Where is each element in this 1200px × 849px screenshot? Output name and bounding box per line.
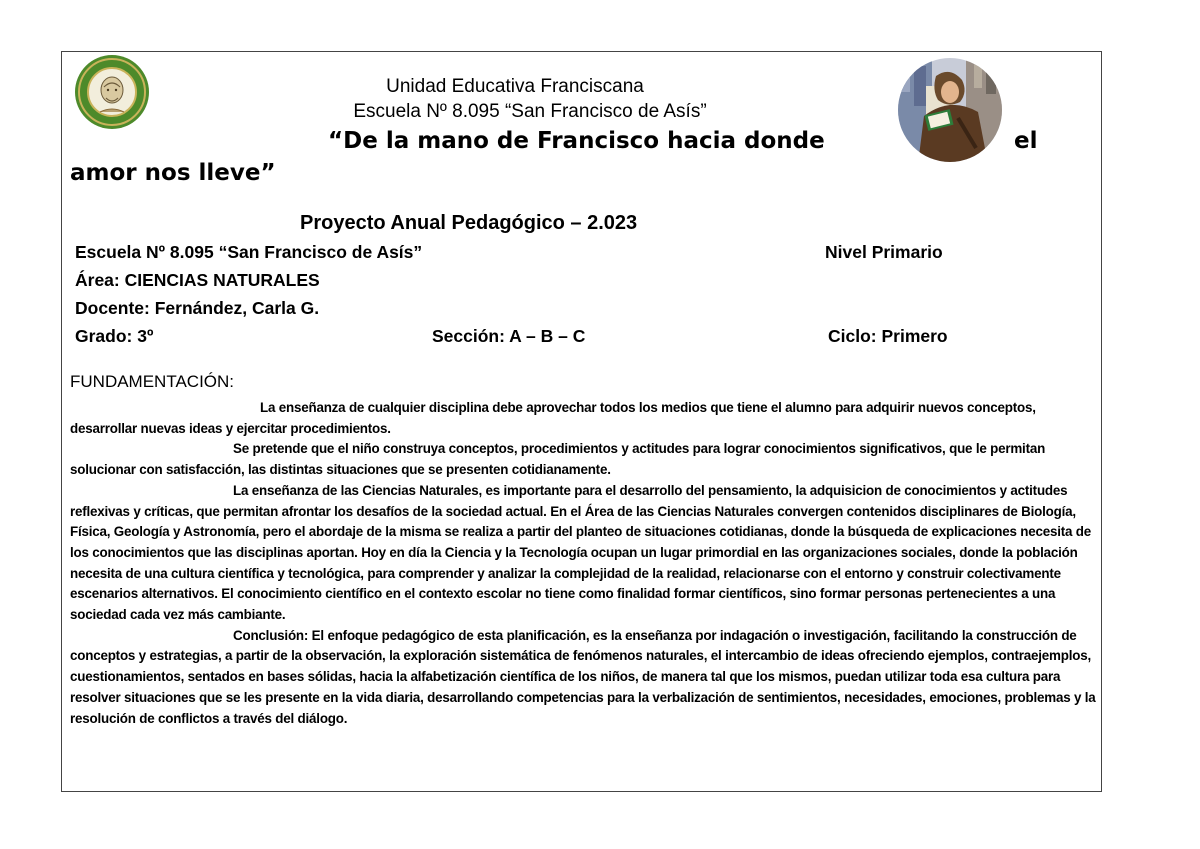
motto-line-2: amor nos lleve” xyxy=(70,160,276,186)
fundamentacion-paragraph-2: Se pretende que el niño construya conceptos, procedimientos y actitudes para lograr conocimientos significativos, que le permitan solucionar con satisfacción, las distintas situaciones que se presenten cotidianamente. xyxy=(70,441,1046,478)
project-level: Nivel Primario xyxy=(825,242,943,262)
project-teacher: Docente: Fernández, Carla G. xyxy=(75,298,320,318)
project-school: Escuela Nº 8.095 “San Francisco de Asís” xyxy=(75,242,423,262)
fundamentacion-paragraph-1: La enseñanza de cualquier disciplina debe aprovechar todos los medios que tiene el alumno para adquirir nuevos conceptos, desarrollar nuevas ideas y ejercitar procedimientos. xyxy=(70,400,1036,436)
motto-line-1: “De la mano de Francisco hacia donde xyxy=(328,128,825,154)
fundamentacion-paragraph-3: La enseñanza de las Ciencias Naturales, es importante para el desarrollo del pensamiento, la adquisicion de conocimientos y actitudes reflexivas y críticas, que permitan afrontar los desafíos de la sociedad actual. En el Área de las Ciencias Naturales convergen contenidos disciplinares de Biología, Física, Geología y Astronomía, pero el abordaje de la misma se realiza a partir del planteo de situaciones cotidianas, donde la búsqueda de explicaciones necesita de los conocimientos que las disciplinas aportan. Hoy en día la Ciencia y la Tecnología ocupan un lugar primordial en las organizaciones sociales, donde la población necesita de una cultura científica y tecnológica, para comprender y analizar la complejidad de la realidad, relacionarse con el entorno y construir colectivamente escenarios alternativos. El conocimiento científico en el contexto escolar no tiene como finalidad formar científicos, sino formar personas pertenecientes a una sociedad cada vez más cambiante. xyxy=(70,482,1091,623)
motto-line-1-end: el xyxy=(1014,128,1038,154)
project-grade: Grado: 3º xyxy=(75,326,154,346)
school-name: Unidad Educativa Franciscana xyxy=(386,76,644,97)
fundamentacion-body xyxy=(70,398,1100,729)
project-cycle: Ciclo: Primero xyxy=(828,326,948,346)
project-area: Área: CIENCIAS NATURALES xyxy=(75,270,320,290)
project-title: Proyecto Anual Pedagógico – 2.023 xyxy=(300,212,638,234)
project-section: Sección: A – B – C xyxy=(432,326,586,346)
fundamentacion-paragraph-4: Conclusión: El enfoque pedagógico de esta planificación, es la enseñanza por indagación o investigación, facilitando la construcción de conceptos y estrategias, a partir de la observación, la exploración sistemática de fenómenos naturales, el intercambio de ideas ofreciendo ejemplos, contraejemplos, cuestionamientos, sentados en bases sólidas, hacia la alfabetización científica de los niños, de manera tal que los mismos, puedan utilizar toda esa cultura para resolver situaciones que se les presente en la vida diaria, desarrollando competencias para la verbalización de sentimientos, necesidades, emociones, problemas y la resolución de conflictos a través del diálogo. xyxy=(70,627,1096,726)
school-subtitle: Escuela Nº 8.095 “San Francisco de Asís” xyxy=(353,101,707,122)
fundamentacion-title: FUNDAMENTACIÓN: xyxy=(70,372,235,391)
